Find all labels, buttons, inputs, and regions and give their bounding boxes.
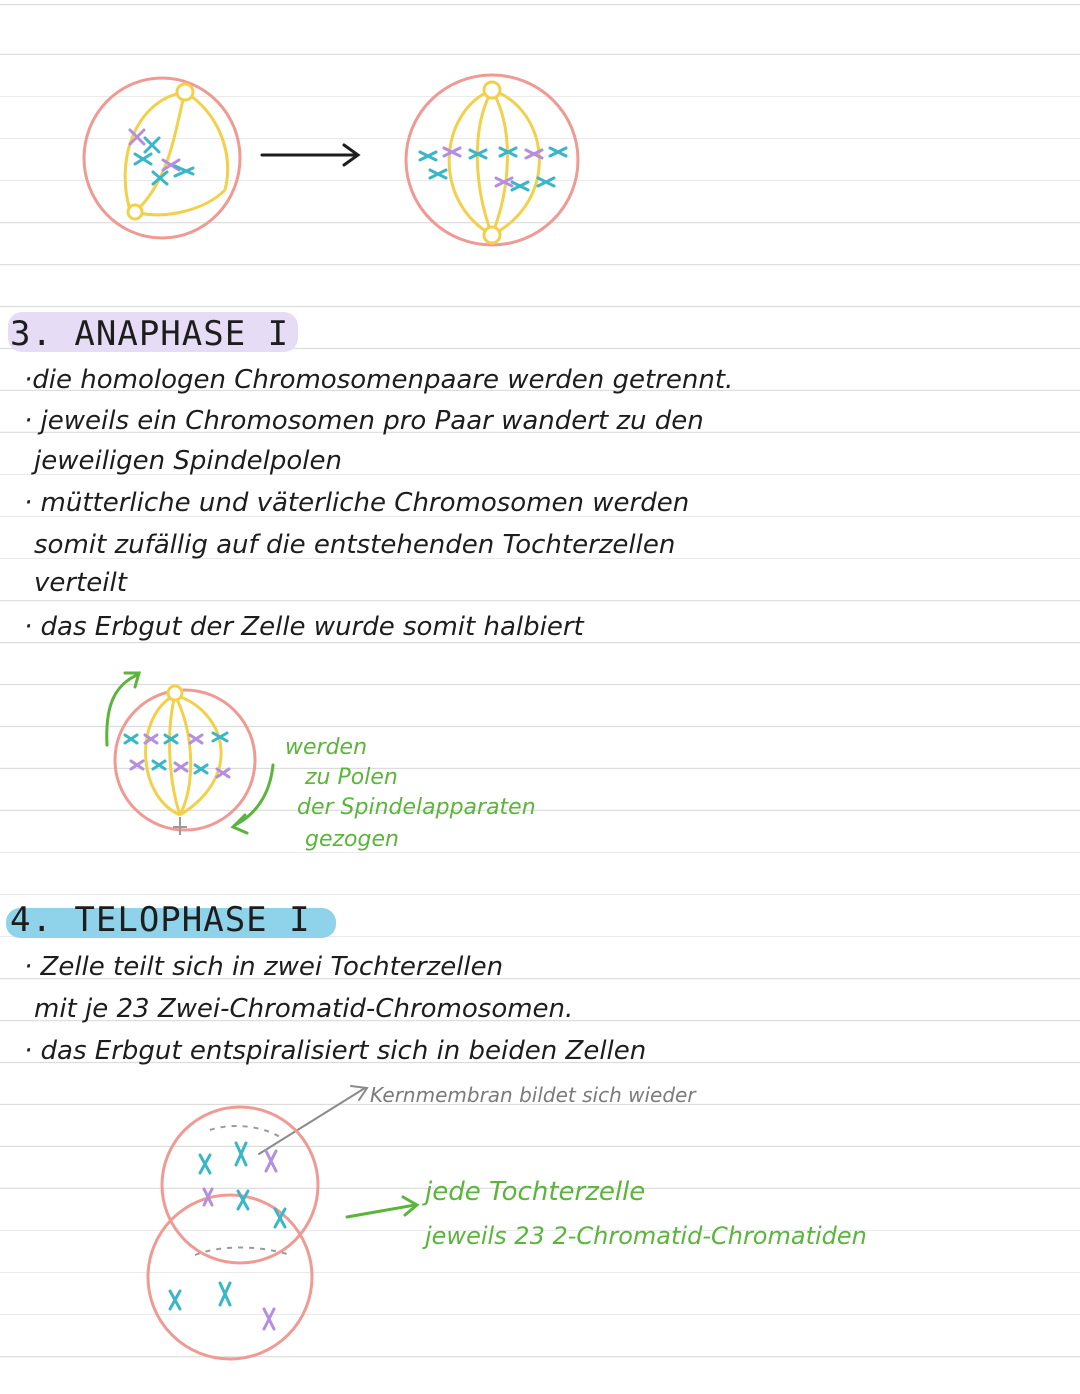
daughter-note-1: jede Tochterzelle: [425, 1177, 646, 1207]
section-heading-telophase: 4. TELOPHASE I: [10, 900, 311, 940]
anaphase-bullet-4: · das Erbgut der Zelle wurde somit halbiert: [24, 612, 584, 642]
curved-arrow-icon: [107, 675, 137, 745]
telophase-bullet-2: · das Erbgut entspiralisiert sich in beiden Zellen: [24, 1036, 647, 1066]
anaphase-note-2: zu Polen: [305, 765, 398, 790]
cell-diagram-telophase: [140, 1105, 330, 1370]
anaphase-bullet-3-cont: somit zufällig auf die entstehenden Tochterzellen: [34, 530, 676, 560]
anaphase-note-3: der Spindelapparaten: [297, 795, 536, 820]
anaphase-note-1: werden: [285, 735, 368, 760]
membrane-note: Kernmembran bildet sich wieder: [370, 1083, 696, 1107]
anaphase-note-4: gezogen: [305, 827, 399, 852]
anaphase-bullet-3-cont2: verteilt: [34, 568, 127, 598]
daughter-note-2: jeweils 23 2-Chromatid-Chromatiden: [425, 1222, 867, 1250]
arrow-right-icon: [260, 140, 365, 170]
cell-diagram-anaphase: [95, 665, 275, 845]
arrow-right-icon: [345, 1195, 425, 1225]
anaphase-bullet-3: · mütterliche und väterliche Chromosomen werden: [24, 488, 690, 518]
anaphase-bullet-1: ·die homologen Chromosomenpaare werden getrennt.: [24, 365, 734, 395]
telophase-bullet-1-cont: mit je 23 Zwei-Chromatid-Chromosomen.: [34, 994, 574, 1024]
cell-diagram-metaphase: [400, 70, 585, 250]
anaphase-bullet-2: · jeweils ein Chromosomen pro Paar wandert zu den: [24, 406, 704, 436]
telophase-bullet-1: · Zelle teilt sich in zwei Tochterzellen: [24, 952, 504, 982]
section-heading-anaphase: 3. ANAPHASE I: [10, 314, 290, 354]
cell-diagram-before: [75, 70, 250, 245]
anaphase-bullet-2-cont: jeweiligen Spindelpolen: [34, 446, 342, 476]
